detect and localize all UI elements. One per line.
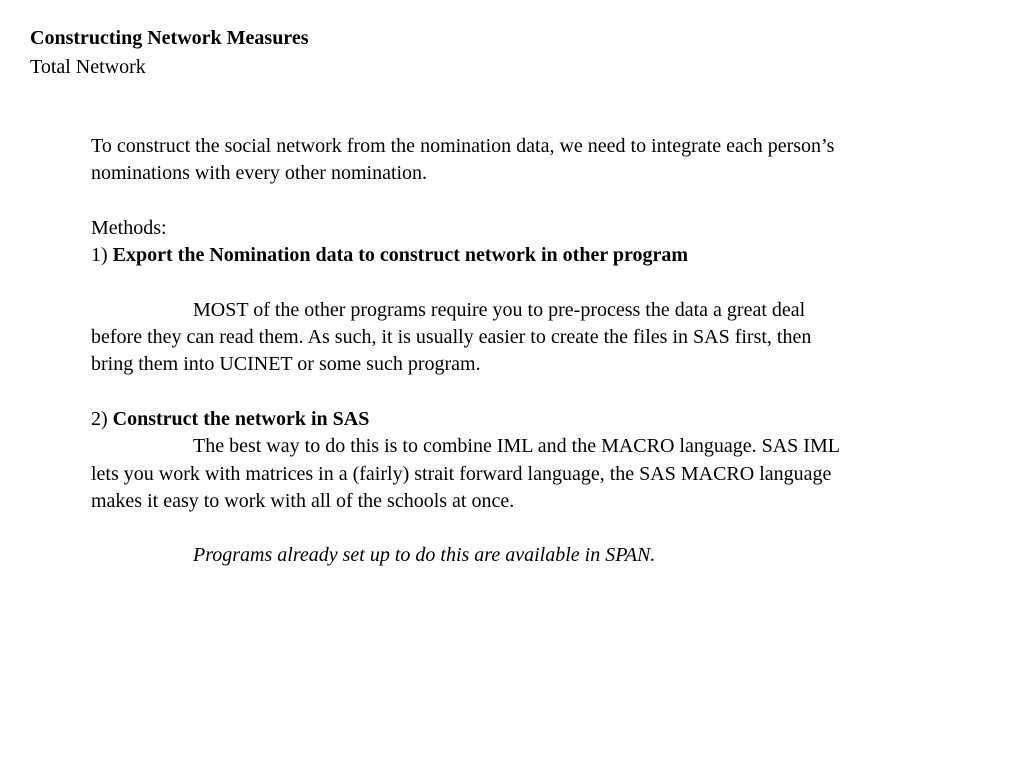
- method-2-line-2: lets you work with matrices in a (fairly) strait forward language, the SAS MACRO language: [91, 462, 832, 485]
- method-2-number: 2): [91, 407, 108, 430]
- spacer: [91, 379, 951, 406]
- method-2-line-3: makes it easy to work with all of the schools at once.: [91, 489, 515, 512]
- slide-subtitle: Total Network: [30, 56, 146, 78]
- method-2-heading-line: [91, 406, 951, 433]
- method-1-heading-line: [91, 242, 951, 269]
- method-2-line-1-row: [91, 433, 951, 460]
- spacer: [91, 515, 951, 542]
- method-2-heading: Construct the network in SAS: [112, 407, 370, 430]
- method-1-heading: Export the Nomination data to construct network in other program: [112, 244, 689, 267]
- note-row: [91, 542, 951, 569]
- slide-body: [91, 133, 951, 570]
- method-1-line-1-row: [91, 297, 951, 324]
- slide-title: Constructing Network Measures: [30, 27, 309, 49]
- method-1-line-1: MOST of the other programs require you to pre-process the data a great deal: [193, 298, 806, 321]
- method-1-number: 1): [91, 244, 108, 267]
- spacer: [91, 188, 951, 215]
- methods-label: Methods:: [91, 216, 167, 239]
- spacer: [91, 269, 951, 296]
- intro-line-1: To construct the social network from the nomination data, we need to integrate each person’s: [91, 135, 835, 157]
- intro-line-2: nominations with every other nomination.: [91, 162, 428, 185]
- method-1-line-2: before they can read them. As such, it is usually easier to create the files in SAS first, then: [91, 326, 812, 349]
- method-1-line-3: bring them into UCINET or some such program.: [91, 353, 481, 376]
- span-note: Programs already set up to do this are available in SPAN.: [193, 544, 656, 567]
- method-2-line-1: The best way to do this is to combine IML and the MACRO language. SAS IML: [193, 435, 840, 458]
